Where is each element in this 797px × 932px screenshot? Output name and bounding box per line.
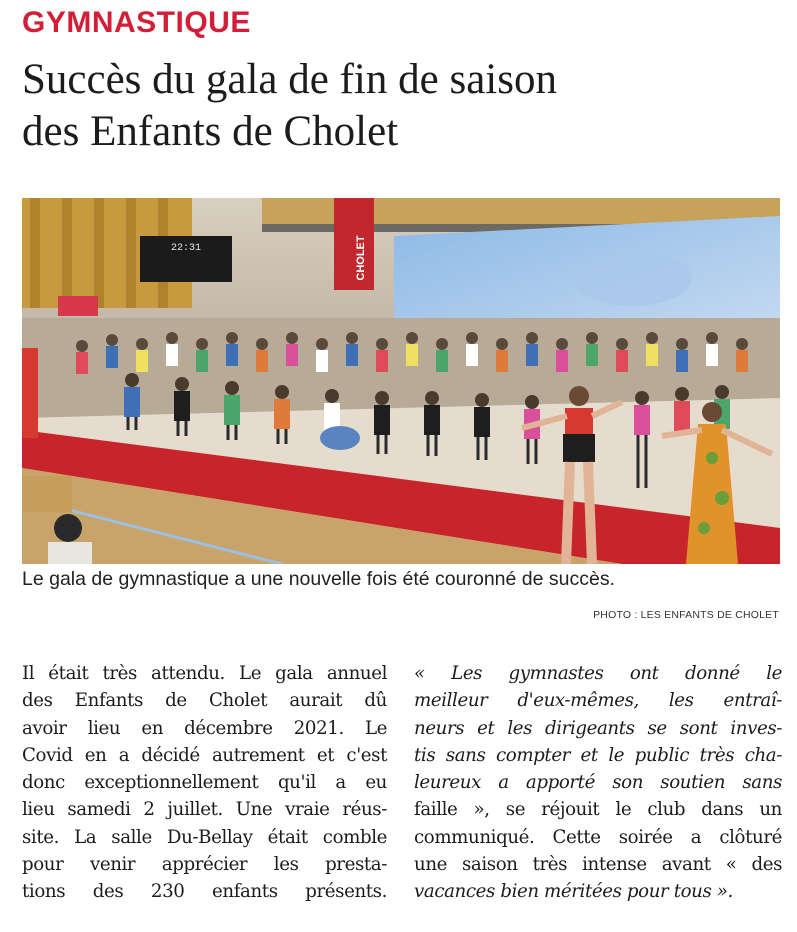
banner-text: CHOLET bbox=[355, 235, 367, 281]
photo-credit: PHOTO : LES ENFANTS DE CHOLET bbox=[593, 609, 779, 621]
article-photo bbox=[22, 198, 780, 564]
body-line: communiqué. Cette soirée a clôturé bbox=[414, 826, 782, 848]
quote-line: vacances bien méritées pour tous ». bbox=[414, 881, 733, 903]
headline-line-2: des Enfants de Cholet bbox=[22, 108, 399, 155]
body-line: avoir lieu en décembre 2021. Le bbox=[22, 717, 387, 739]
photo-caption: Le gala de gymnastique a une nouvelle fois été couronné de succès. bbox=[22, 568, 615, 590]
body-line: lieu samedi 2 juillet. Une vraie réus- bbox=[22, 799, 387, 821]
body-line: pour venir apprécier les presta- bbox=[22, 854, 387, 876]
section-rubric: GYMNASTIQUE bbox=[22, 6, 251, 39]
quote-line: tis sans compter et le public très cha- bbox=[414, 744, 782, 766]
body-line: site. La salle Du-Bellay était comble bbox=[22, 826, 387, 848]
quote-line: « Les gymnastes ont donné le bbox=[414, 663, 782, 684]
body-line: Il était très attendu. Le gala annuel bbox=[22, 663, 387, 684]
body-line: Covid en a décidé autrement et c'est bbox=[22, 744, 387, 766]
quote-line: leureux a apporté son soutien sans bbox=[414, 772, 782, 794]
body-line: faille », se réjouit le club dans un bbox=[414, 799, 782, 821]
scoreboard-text: 22:31 bbox=[170, 243, 202, 254]
quote-line: neurs et les dirigeants se sont inves- bbox=[414, 717, 782, 739]
quote-line: meilleur d'eux-mêmes, les entraî- bbox=[414, 690, 782, 712]
headline bbox=[22, 54, 762, 158]
body-line: une saison très intense avant « des bbox=[414, 854, 782, 876]
body-line: tions des 230 enfants présents. bbox=[22, 881, 387, 903]
body-line: donc exceptionnellement qu'il a eu bbox=[22, 772, 387, 794]
body-column-left bbox=[22, 660, 387, 906]
headline-line-1: Succès du gala de fin de saison bbox=[22, 56, 557, 103]
gala-photo-illustration bbox=[22, 198, 780, 564]
body-column-right bbox=[414, 660, 782, 906]
body-line: des Enfants de Cholet aurait dû bbox=[22, 690, 387, 712]
